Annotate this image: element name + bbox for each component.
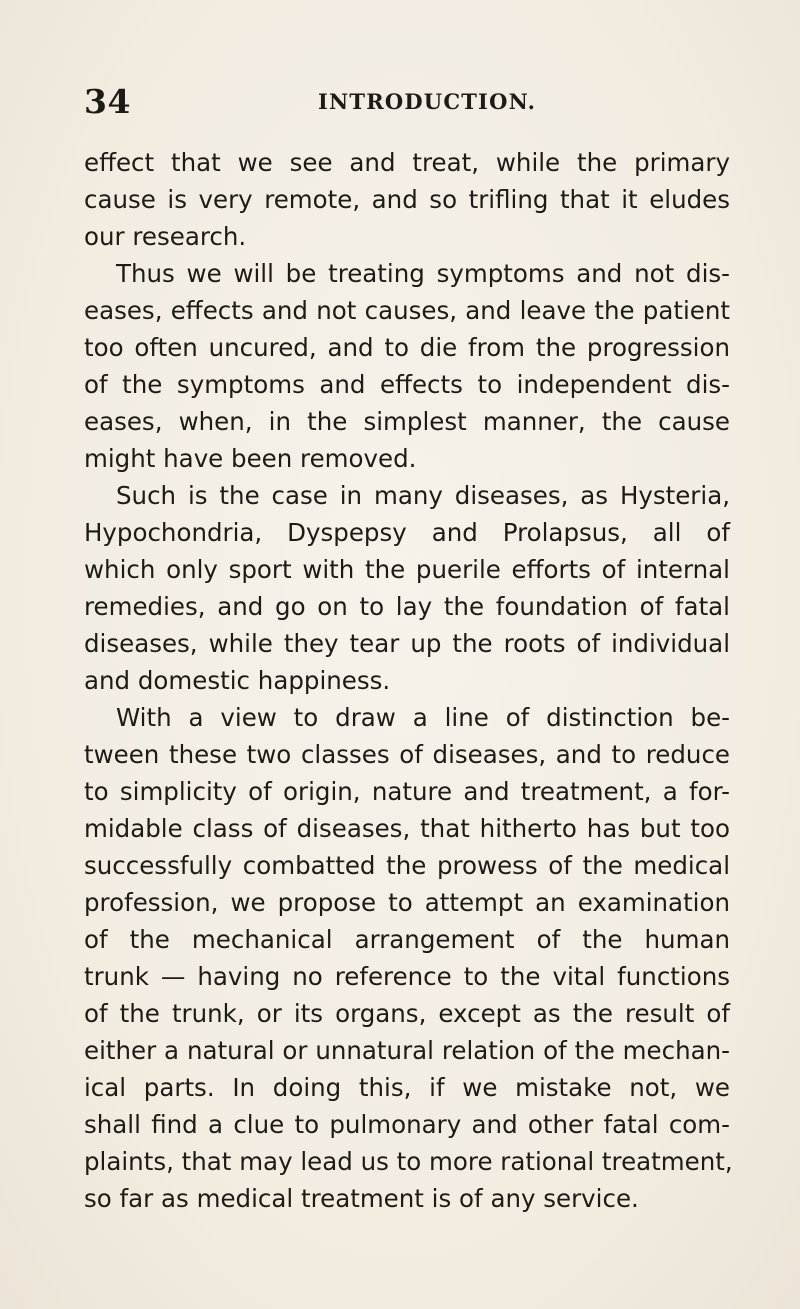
text-line: to simplicity of origin, nature and treatment, a for-	[84, 777, 730, 806]
text-line: Hypochondria, Dyspepsy and Prolapsus, all of	[84, 518, 730, 547]
text-line: of the mechanical arrangement of the human	[84, 925, 730, 954]
text-line: midable class of diseases, that hitherto has but too	[84, 814, 730, 843]
text-line: profession, we propose to attempt an examination	[84, 888, 730, 917]
text-line: so far as medical treatment is of any service.	[84, 1184, 639, 1213]
text-line: With a view to draw a line of distinction be-	[116, 703, 730, 732]
text-line: Thus we will be treating symptoms and not dis-	[116, 259, 730, 288]
text-line: tween these two classes of diseases, and to reduce	[84, 740, 730, 769]
text-line: our research.	[84, 222, 247, 251]
running-title: INTRODUCTION.	[318, 89, 537, 114]
text-line: effect that we see and treat, while the primary	[84, 148, 730, 177]
text-line: diseases, while they tear up the roots of individual	[84, 629, 730, 658]
text-line: trunk — having no reference to the vital functions	[84, 962, 730, 991]
body-text	[84, 144, 733, 1217]
text-line: Such is the case in many diseases, as Hysteria,	[116, 481, 730, 510]
text-line: too often uncured, and to die from the progression	[84, 333, 730, 362]
text-line: shall find a clue to pulmonary and other fatal com-	[84, 1110, 730, 1139]
text-line: of the symptoms and effects to independent dis-	[84, 370, 730, 399]
text-line: might have been removed.	[84, 444, 417, 473]
text-line: eases, effects and not causes, and leave the patient	[84, 296, 730, 325]
text-line: eases, when, in the simplest manner, the cause	[84, 407, 730, 436]
text-line: of the trunk, or its organs, except as the result of	[84, 999, 730, 1028]
text-line: which only sport with the puerile efforts of internal	[84, 555, 730, 584]
text-line: ical parts. In doing this, if we mistake not, we	[84, 1073, 730, 1102]
text-line: plaints, that may lead us to more rational treatment,	[84, 1147, 733, 1176]
text-line: cause is very remote, and so trifling that it eludes	[84, 185, 730, 214]
text-line: either a natural or unnatural relation of the mechan-	[84, 1036, 730, 1065]
text-line: successfully combatted the prowess of the medical	[84, 851, 730, 880]
running-head	[84, 82, 724, 122]
text-line: remedies, and go on to lay the foundation of fatal	[84, 592, 730, 621]
text-line: and domestic happiness.	[84, 666, 391, 695]
page-number: 34	[84, 82, 131, 121]
